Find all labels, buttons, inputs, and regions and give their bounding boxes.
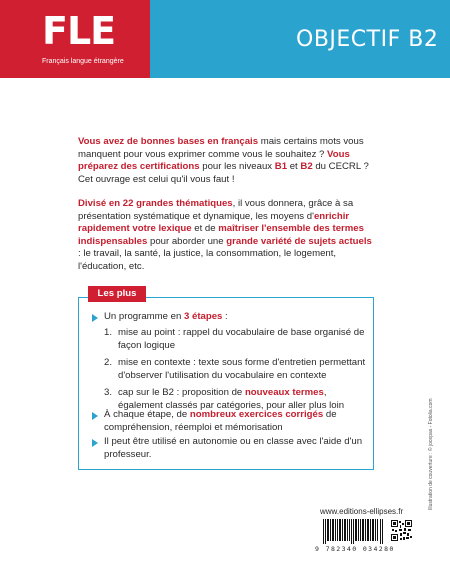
step-text: mise au point : rappel du vocabulaire de base organisé de façon logique	[118, 327, 365, 351]
description-paragraph: Divisé en 22 grandes thématiques, il vous donnera, grâce à sa présentation systématique et dynamique, les moyens d'enrichir rapidement votre lexique et de maîtriser l'ensemble des termes indispensables pour aborder une grande variété de sujets actuels : le travail, la santé, la justice, la consommation, le logement, l'éducation, etc.	[78, 198, 372, 272]
list-item-usage: Il peut être utilisé en autonomie ou en classe avec l'aide d'un professeur.	[104, 436, 363, 460]
list-item-program: Un programme en 3 étapes :	[104, 311, 228, 322]
bullet-arrow-icon	[92, 412, 98, 420]
bullet-arrow-icon	[92, 314, 98, 322]
step-text: mise en contexte : texte sous forme d'entretien permettant d'observer l'utilisation du vocabulaire en contexte	[118, 357, 366, 381]
list-item-exercises: À chaque étape, de nombreux exercices corrigés de compréhension, réemploi et mémorisation	[104, 409, 337, 433]
fle-logo-subtitle: Français langue étrangère	[42, 58, 124, 65]
barcode-icon	[323, 519, 383, 544]
intro-paragraph: Vous avez de bonnes bases en français mais certains mots vous manquent pour vous exprimer comme vous le souhaitez ? Vous préparez des certifications pour les niveaux B1 et B2 du CECRL ? Cet ouvrage est celui qu'il vous faut !	[78, 136, 369, 185]
qr-code-icon	[391, 520, 412, 541]
fle-logo: FLE	[42, 9, 116, 53]
publisher-url: www.editions-ellipses.fr	[320, 507, 404, 516]
isbn-number: 9 782340 034280	[315, 545, 395, 553]
step-number: 2.	[104, 357, 113, 368]
step-number: 1.	[104, 327, 113, 338]
bullet-arrow-icon	[92, 439, 98, 447]
cover-credit: Illustration de couverture : © jocepas - Fotolia.com	[428, 398, 434, 510]
step-number: 3.	[104, 387, 113, 398]
plus-box-tab: Les plus	[88, 286, 146, 302]
step-text: cap sur le B2 : proposition de nouveaux termes, également classés par catégories, pour aller plus loin	[118, 387, 345, 411]
series-title: OBJECTIF B2	[296, 27, 439, 52]
